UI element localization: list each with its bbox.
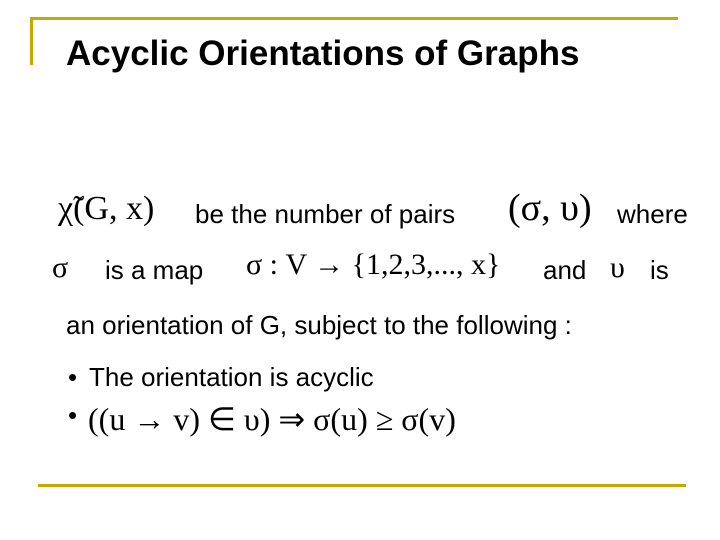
slide-title: Acyclic Orientations of Graphs xyxy=(66,34,580,73)
formula-map: σ : V → {1,2,3,..., x} xyxy=(246,248,501,281)
line2-text-3: is xyxy=(650,255,669,285)
title-rule-top xyxy=(30,17,678,20)
formula-pair: (σ, υ) xyxy=(508,187,592,229)
symbol-sigma: σ xyxy=(52,251,69,284)
symbol-upsilon: υ xyxy=(610,251,625,284)
line1-text-2: where xyxy=(617,199,688,229)
bullet-2-formula: ((u → v) ∈ υ) ⇒ σ(u) ≥ σ(v) xyxy=(88,401,456,437)
line2-text-1: is a map xyxy=(105,255,204,285)
bullet-1-marker: • xyxy=(68,362,78,392)
formula-chi-tilde: χ̃(G, x) xyxy=(58,190,155,227)
line1-text-1: be the number of pairs xyxy=(195,199,456,229)
line2-text-2: and xyxy=(543,255,587,285)
line3-text: an orientation of G, subject to the following : xyxy=(66,310,572,340)
footer-rule xyxy=(38,484,686,487)
bullet-2-marker: • xyxy=(68,400,78,430)
bullet-1-text: The orientation is acyclic xyxy=(89,362,374,392)
title-rule-left xyxy=(30,17,33,65)
